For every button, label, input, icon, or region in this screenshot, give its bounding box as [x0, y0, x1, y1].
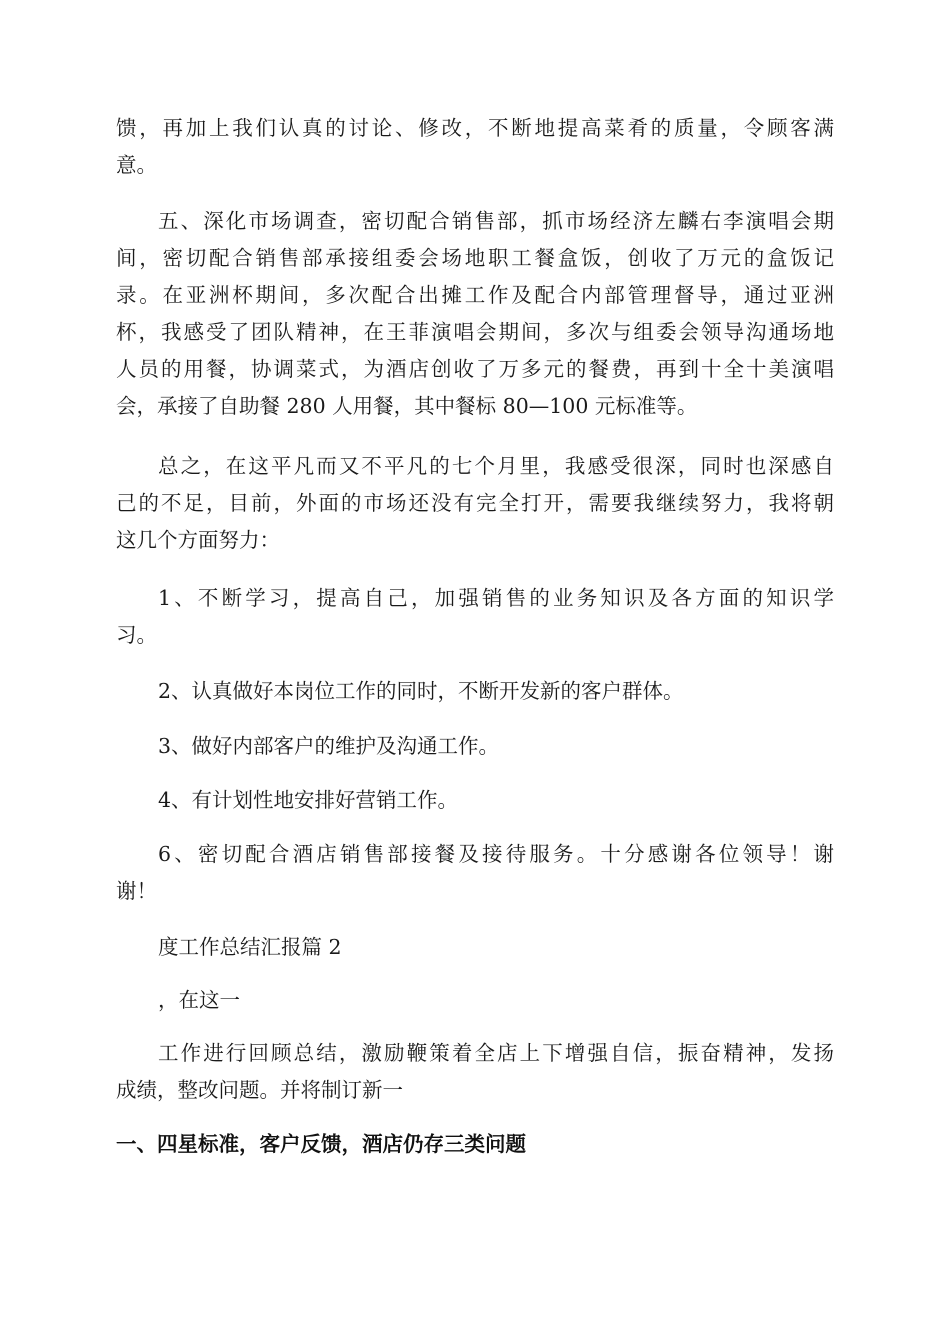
text-line: 馈，再加上我们认真的讨论、修改，不断地提高菜肴的质量，令顾客满 — [116, 116, 834, 140]
section-heading: 一、四星标准，客户反馈，酒店仍存三类问题 — [116, 1132, 526, 1156]
list-item-4 — [116, 782, 834, 819]
text-line: 工作进行回顾总结，激励鞭策着全店上下增强自信，振奋精神，发扬 — [158, 1041, 834, 1065]
text-line: 间，密切配合销售部承接组委会场地职工餐盒饭，创收了万元的盒饭记 — [116, 246, 834, 270]
text-line: 成绩，整改问题。并将制订新一 — [116, 1078, 403, 1102]
text-line: 人员的用餐，协调菜式，为酒店创收了万多元的餐费，再到十全十美演唱 — [116, 357, 834, 381]
section-title — [116, 929, 834, 966]
text-line: 录。在亚洲杯期间，多次配合出摊工作及配合内部管理督导，通过亚洲 — [116, 283, 834, 307]
text-line: 度工作总结汇报篇 2 — [158, 935, 342, 959]
text-line: 3、做好内部客户的维护及沟通工作。 — [158, 734, 500, 758]
text-line: 会，承接了自助餐 280 人用餐，其中餐标 80—100 元标准等。 — [116, 394, 698, 418]
text-line: 总之，在这平凡而又不平凡的七个月里，我感受很深，同时也深感自 — [158, 454, 834, 478]
text-line: 2、认真做好本岗位工作的同时，不断开发新的客户群体。 — [158, 679, 684, 703]
text-line: 1、不断学习，提高自己，加强销售的业务知识及各方面的知识学 — [158, 586, 834, 610]
paragraph-fragment — [116, 982, 834, 1019]
text-line: 己的不足，目前，外面的市场还没有完全打开，需要我继续努力，我将朝 — [116, 491, 834, 515]
paragraph-market-research — [116, 203, 834, 425]
paragraph-review — [116, 1035, 834, 1109]
paragraph-continuation — [116, 110, 834, 184]
list-item-3 — [116, 728, 834, 765]
list-item-6 — [116, 836, 834, 910]
text-line: 五、深化市场调查，密切配合销售部，抓市场经济左麟右李演唱会期 — [158, 209, 834, 233]
list-item-2 — [116, 673, 834, 710]
paragraph-summary — [116, 448, 834, 559]
text-line: 这几个方面努力： — [116, 528, 280, 552]
text-line: 6、密切配合酒店销售部接餐及接待服务。十分感谢各位领导！谢 — [158, 842, 834, 866]
text-line: 谢！ — [116, 879, 157, 903]
text-line: 4、有计划性地安排好营销工作。 — [158, 788, 459, 812]
text-line: 杯，我感受了团队精神，在王菲演唱会期间，多次与组委会领导沟通场地 — [116, 320, 834, 344]
text-line: ，在这一 — [158, 988, 240, 1012]
list-item-1 — [116, 580, 834, 654]
text-line: 意。 — [116, 153, 157, 177]
text-line: 习。 — [116, 623, 157, 647]
